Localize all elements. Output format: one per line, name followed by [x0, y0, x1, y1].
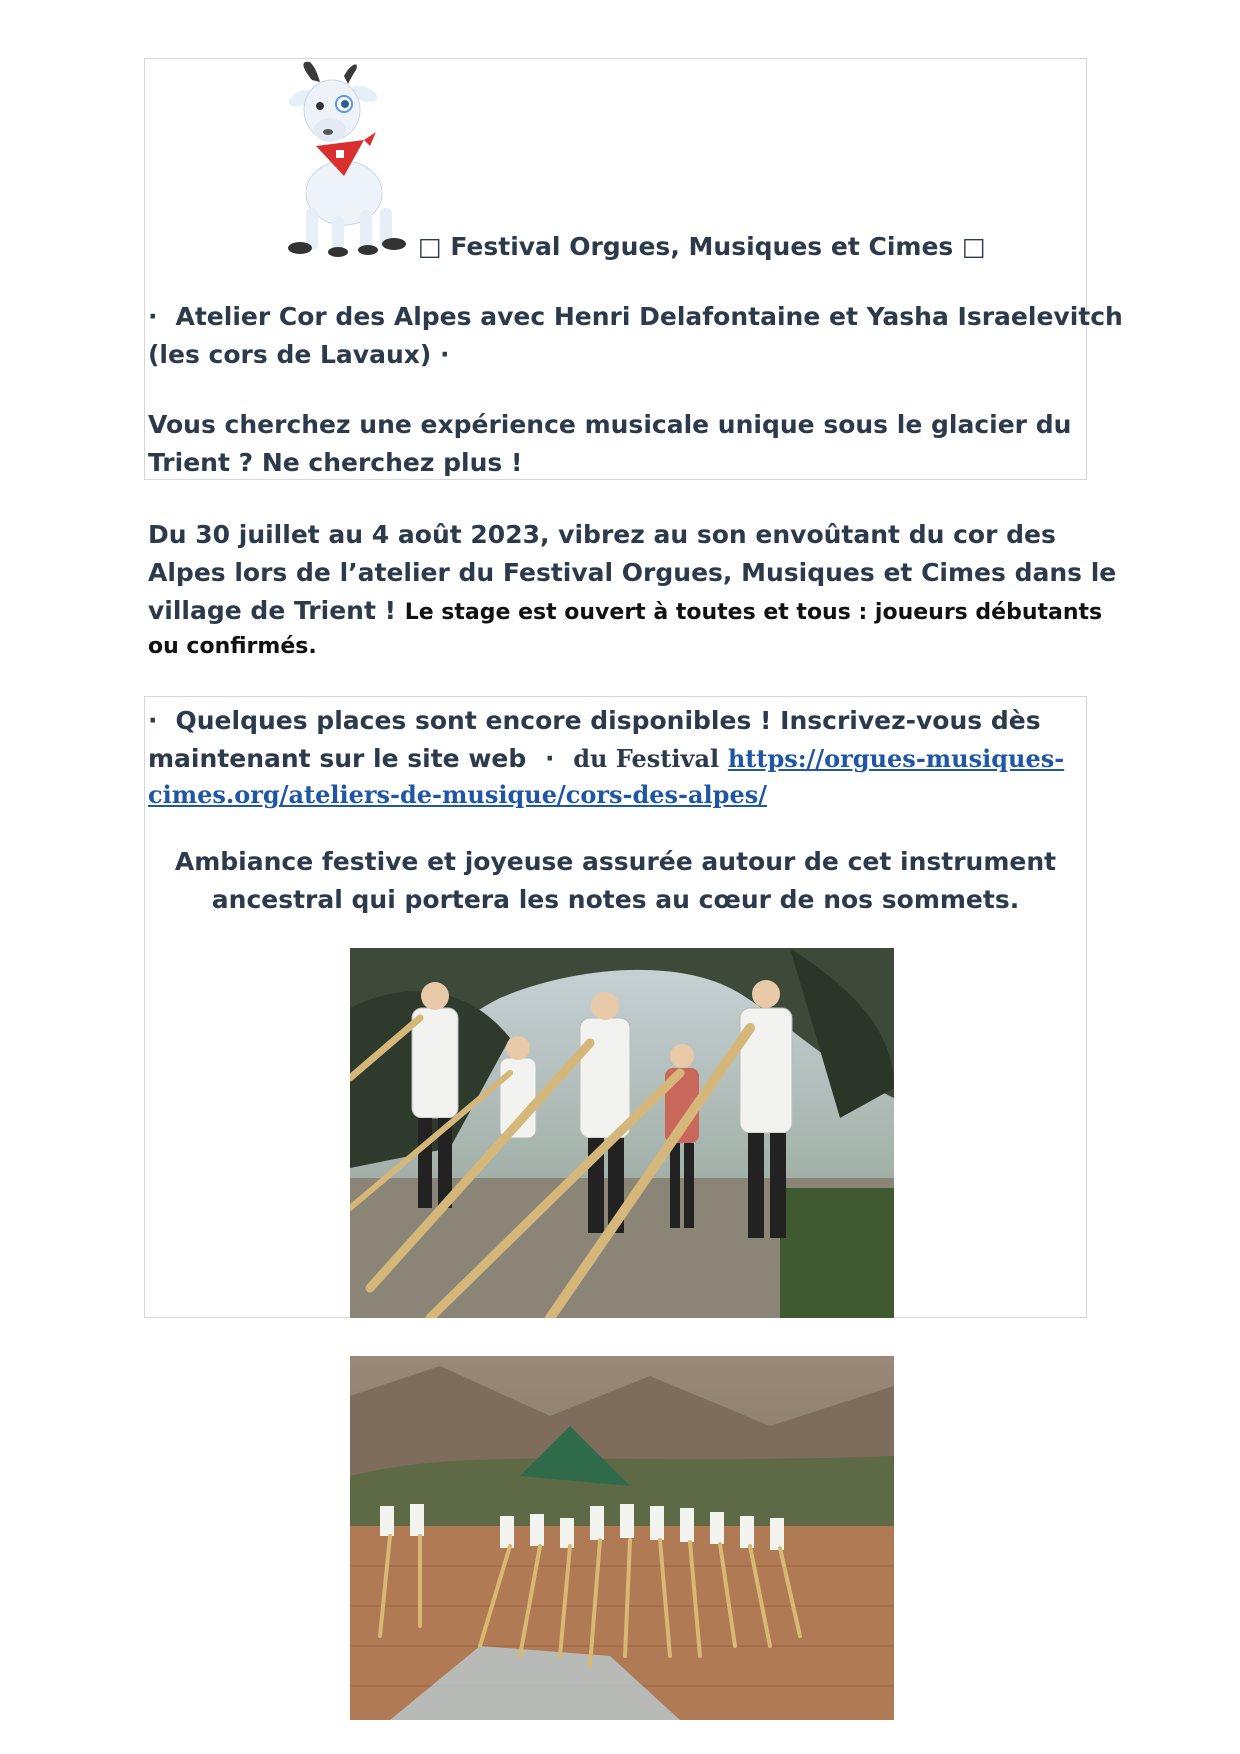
ambiance-line-2: ancestral qui portera les notes au cœur de nos sommets. — [211, 885, 1020, 914]
ambiance-line-1: Ambiance festive et joyeuse assurée autour de cet instrument — [174, 847, 1057, 876]
intro-line-1: Vous cherchez une expérience musicale unique sous le glacier du — [148, 410, 1072, 439]
intro-line-2: Trient ? Ne cherchez plus ! — [148, 448, 523, 477]
dates-line-4: ou confirmés. — [148, 634, 317, 659]
dates-line-3 — [148, 592, 1102, 632]
bullet: · — [148, 302, 158, 331]
goat-mascot-icon — [272, 58, 422, 258]
workshop-line-1 — [148, 298, 1123, 336]
page-title: Festival Orgues, Musiques et Cimes — [450, 232, 954, 261]
signup-line-1 — [148, 702, 1041, 740]
bullet: · — [148, 706, 158, 735]
workshop-text: Atelier Cor des Alpes avec Henri Delafontaine et Yasha Israelevitch — [175, 302, 1123, 331]
signup-line-2 — [148, 740, 1064, 778]
festival-link-part2[interactable]: cimes.org/ateliers-de-musique/cors-des-alpes/ — [148, 780, 767, 809]
dates-line-2: Alpes lors de l’atelier du Festival Orgues, Musiques et Cimes dans le — [148, 558, 1117, 587]
signup-text: Quelques places sont encore disponibles ! Inscrivez-vous dès — [175, 706, 1041, 735]
signup-festival: du Festival — [573, 744, 720, 773]
dates-village: village de Trient ! — [148, 596, 405, 625]
signup-line-3 — [148, 776, 767, 814]
dates-open-to-all: Le stage est ouvert à toutes et tous : joueurs débutants — [404, 600, 1103, 625]
workshop-line-2: (les cors de Lavaux) · — [148, 340, 450, 369]
signup-text-2: maintenant sur le site web — [148, 744, 527, 773]
festival-link-part1[interactable]: https://orgues-musiques- — [727, 744, 1065, 773]
title-left-glyph: □ — [418, 232, 442, 261]
bullet: · — [544, 744, 555, 773]
title-right-glyph: □ — [962, 232, 986, 261]
festival-title — [418, 228, 986, 266]
alphorn-ensemble-photo — [350, 1356, 894, 1720]
dates-line-1: Du 30 juillet au 4 août 2023, vibrez au son envoûtant du cor des — [148, 520, 1056, 549]
alphorn-players-photo — [350, 948, 894, 1318]
